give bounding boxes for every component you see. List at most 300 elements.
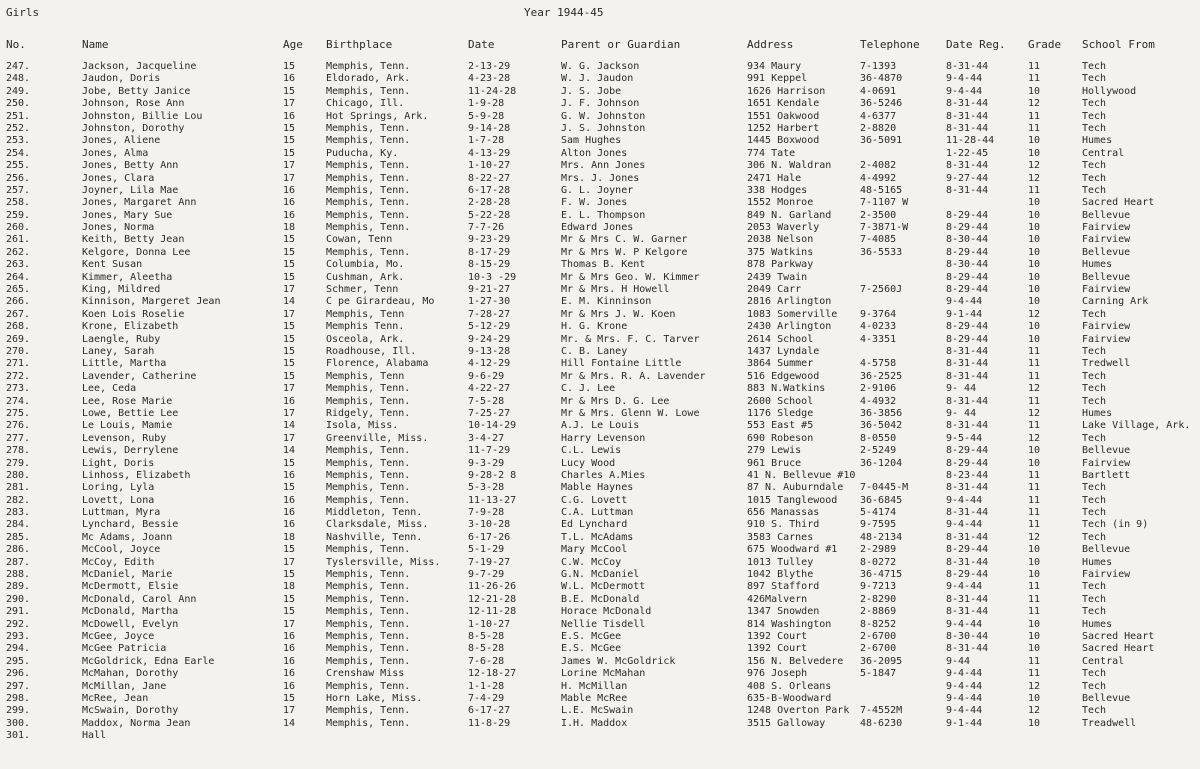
table-cell: 15 xyxy=(283,333,296,345)
table-cell: 16 xyxy=(283,209,296,221)
table-cell: 250. xyxy=(6,98,31,110)
table-cell: Mary McCool xyxy=(561,544,628,556)
table-cell: 16 xyxy=(283,655,296,667)
table-cell: 11 xyxy=(1028,395,1041,407)
table-cell: Alton Jones xyxy=(561,147,628,159)
table-cell: Tech xyxy=(1082,172,1107,184)
table-cell: 690 Robeson xyxy=(747,432,814,444)
table-cell: Kent Susan xyxy=(82,259,143,271)
table-cell: Columbia, Mo. xyxy=(326,259,405,271)
table-cell: 8-29-44 xyxy=(946,246,989,258)
table-cell: Isola, Miss. xyxy=(326,420,399,432)
table-cell: 11 xyxy=(1028,73,1041,85)
table-cell: Puducha, Ky. xyxy=(326,147,399,159)
table-row xyxy=(0,482,1200,494)
table-cell: 299. xyxy=(6,705,31,717)
table-cell: C.G. Lovett xyxy=(561,494,628,506)
table-row xyxy=(0,272,1200,284)
table-row xyxy=(0,557,1200,569)
table-cell: 10 xyxy=(1028,630,1041,642)
table-cell: 15 xyxy=(283,569,296,581)
table-cell: Tech xyxy=(1082,110,1107,122)
table-cell: 11 xyxy=(1028,61,1041,72)
table-cell: E.S. McGee xyxy=(561,643,622,655)
table-cell: Jackson, Jacqueline xyxy=(82,61,197,72)
table-cell: 11 xyxy=(1028,345,1041,357)
table-cell: 408 S. Orleans xyxy=(747,680,832,692)
table-cell: 5-12-29 xyxy=(468,321,511,333)
table-cell: Joyner, Lila Mae xyxy=(82,184,179,196)
table-cell: 10 xyxy=(1028,321,1041,333)
table-cell: C. B. Laney xyxy=(561,345,628,357)
table-cell: 262. xyxy=(6,246,31,258)
table-cell: 17 xyxy=(283,556,296,568)
table-cell: Bellevue xyxy=(1082,692,1131,704)
table-cell: 7-6-28 xyxy=(468,655,505,667)
table-cell: 9-4-44 xyxy=(946,581,983,593)
table-cell: 294. xyxy=(6,643,31,655)
table-cell: 1-9-28 xyxy=(468,98,505,110)
table-cell: Memphis, Tenn. xyxy=(326,122,411,134)
table-cell: Chicago, Ill. xyxy=(326,98,405,110)
table-cell: Sacred Heart xyxy=(1082,630,1155,642)
table-row xyxy=(0,581,1200,593)
table-cell: 7-28-27 xyxy=(468,308,511,320)
table-cell: 1083 Somerville xyxy=(747,308,838,320)
table-cell: E. L. Thompson xyxy=(561,209,646,221)
table-cell: 286. xyxy=(6,544,31,556)
table-cell: 15 xyxy=(283,85,296,97)
table-cell: 300. xyxy=(6,717,31,729)
table-cell: Sam Hughes xyxy=(561,135,622,147)
table-cell: 257. xyxy=(6,184,31,196)
table-row xyxy=(0,470,1200,482)
table-cell: 266. xyxy=(6,296,31,308)
table-cell: McDonald, Carol Ann xyxy=(82,593,197,605)
table-cell: McSwain, Dorothy xyxy=(82,705,179,717)
table-cell: 36-1204 xyxy=(860,457,903,469)
table-cell: 4-6377 xyxy=(860,110,897,122)
table-cell: 991 Keppel xyxy=(747,73,808,85)
table-cell: A.J. Le Louis xyxy=(561,420,640,432)
table-cell: King, Mildred xyxy=(82,284,161,296)
table-cell: 6-17-28 xyxy=(468,184,511,196)
table-cell: 48-5165 xyxy=(860,184,903,196)
table-cell: 8-8252 xyxy=(860,618,897,630)
table-cell: Lorine McMahan xyxy=(561,668,646,680)
table-cell: 8-31-44 xyxy=(946,507,989,519)
table-row xyxy=(0,160,1200,172)
table-cell: 296. xyxy=(6,668,31,680)
table-cell: 8-29-44 xyxy=(946,222,989,234)
column-header: Address xyxy=(747,38,794,51)
table-cell: 16 xyxy=(283,110,296,122)
table-cell: L.E. McSwain xyxy=(561,705,634,717)
table-cell: 12 xyxy=(1028,531,1041,543)
table-cell: 7-0445-M xyxy=(860,482,909,494)
table-cell: Memphis, Tenn. xyxy=(326,469,411,481)
table-cell: 1445 Boxwood xyxy=(747,135,820,147)
table-cell: Horn Lake, Miss. xyxy=(326,692,423,704)
table-cell: 36-2095 xyxy=(860,655,903,667)
table-cell: 10 xyxy=(1028,296,1041,308)
table-cell: 249. xyxy=(6,85,31,97)
table-cell: Bellevue xyxy=(1082,209,1131,221)
page-label-center: Year 1944-45 xyxy=(524,6,604,19)
table-cell: 2-3500 xyxy=(860,209,897,221)
table-cell: 9- 44 xyxy=(946,407,977,419)
table-cell: 8-31-44 xyxy=(946,531,989,543)
table-cell: 7-3871-W xyxy=(860,222,909,234)
table-cell: 11 xyxy=(1028,482,1041,494)
table-cell: 248. xyxy=(6,73,31,85)
table-cell: Memphis, Tenn. xyxy=(326,395,411,407)
table-cell: 10 xyxy=(1028,457,1041,469)
table-cell: Jones, Mary Sue xyxy=(82,209,173,221)
table-cell: 9-14-28 xyxy=(468,122,511,134)
table-cell: 18 xyxy=(283,581,296,593)
table-cell: 10 xyxy=(1028,717,1041,729)
table-cell: E.S. McGee xyxy=(561,630,622,642)
table-cell: 290. xyxy=(6,593,31,605)
table-cell: 8-29-44 xyxy=(946,209,989,221)
table-cell: C.A. Luttman xyxy=(561,507,634,519)
table-cell: Cushman, Ark. xyxy=(326,271,405,283)
table-cell: 934 Maury xyxy=(747,61,802,72)
table-cell: 10 xyxy=(1028,618,1041,630)
table-cell: Tredwell xyxy=(1082,358,1131,370)
table-cell: E. M. Kinninson xyxy=(561,296,652,308)
table-cell: 7-4552M xyxy=(860,705,903,717)
table-cell: Tech xyxy=(1082,122,1107,134)
table-cell: 15 xyxy=(283,358,296,370)
table-cell: 8-31-44 xyxy=(946,370,989,382)
table-cell: 15 xyxy=(283,259,296,271)
table-cell: 9-5-44 xyxy=(946,432,983,444)
table-cell: 16 xyxy=(283,73,296,85)
table-cell: 289. xyxy=(6,581,31,593)
table-cell: 1-27-30 xyxy=(468,296,511,308)
table-cell: 247. xyxy=(6,61,31,72)
table-cell: 297. xyxy=(6,680,31,692)
table-row xyxy=(0,61,1200,73)
table-cell: 9-3-29 xyxy=(468,457,505,469)
table-cell: 48-2134 xyxy=(860,531,903,543)
table-cell: Memphis, Tenn. xyxy=(326,544,411,556)
table-cell: Tech xyxy=(1082,593,1107,605)
table-row xyxy=(0,371,1200,383)
table-row xyxy=(0,458,1200,470)
table-cell: C.W. McCoy xyxy=(561,556,622,568)
table-cell: Kelgore, Donna Lee xyxy=(82,246,191,258)
student-table xyxy=(0,61,1200,742)
table-cell: 11 xyxy=(1028,469,1041,481)
table-row xyxy=(0,507,1200,519)
table-cell: 6-17-27 xyxy=(468,705,511,717)
table-cell: 8-31-44 xyxy=(946,122,989,134)
table-cell: Koen Lois Roselie xyxy=(82,308,185,320)
table-cell: Kimmer, Aleetha xyxy=(82,271,173,283)
table-cell: Memphis, Tenn. xyxy=(326,222,411,234)
table-cell: 270. xyxy=(6,345,31,357)
table-row xyxy=(0,569,1200,581)
table-cell: 9-4-44 xyxy=(946,73,983,85)
table-cell: Tech xyxy=(1082,581,1107,593)
table-cell: Edward Jones xyxy=(561,222,634,234)
table-cell: 2-28-28 xyxy=(468,197,511,209)
table-cell: Tech xyxy=(1082,482,1107,494)
table-cell: Humes xyxy=(1082,618,1113,630)
column-header: Name xyxy=(82,38,109,51)
table-cell: Nellie Tisdell xyxy=(561,618,646,630)
table-row xyxy=(0,309,1200,321)
table-cell: 7-1393 xyxy=(860,61,897,72)
table-cell: Memphis, Tenn. xyxy=(326,172,411,184)
table-row xyxy=(0,284,1200,296)
table-cell: Lee, Ceda xyxy=(82,383,137,395)
table-cell: 8-5-28 xyxy=(468,630,505,642)
table-cell: Tech xyxy=(1082,345,1107,357)
table-cell: 9-27-44 xyxy=(946,172,989,184)
table-cell: 10 xyxy=(1028,246,1041,258)
table-cell: 7-5-28 xyxy=(468,395,505,407)
table-cell: Jones, Alma xyxy=(82,147,149,159)
table-cell: Lake Village, Ark. xyxy=(1082,420,1191,432)
table-row xyxy=(0,408,1200,420)
table-cell: Thomas B. Kent xyxy=(561,259,646,271)
table-cell: 1437 Lyndale xyxy=(747,345,820,357)
table-cell: H. McMillan xyxy=(561,680,628,692)
table-cell: 273. xyxy=(6,383,31,395)
table-cell: Eldorado, Ark. xyxy=(326,73,411,85)
table-cell: 15 xyxy=(283,370,296,382)
column-header: Telephone xyxy=(860,38,920,51)
table-cell: 14 xyxy=(283,717,296,729)
table-cell: 17 xyxy=(283,407,296,419)
table-cell: 1015 Tanglewood xyxy=(747,494,838,506)
table-cell: 10 xyxy=(1028,271,1041,283)
table-cell: J. S. Jobe xyxy=(561,85,622,97)
table-cell: 338 Hodges xyxy=(747,184,808,196)
table-cell: 8-29-44 xyxy=(946,321,989,333)
table-cell: 1552 Monroe xyxy=(747,197,814,209)
table-cell: Central xyxy=(1082,655,1125,667)
table-row xyxy=(0,111,1200,123)
table-cell: 5-1847 xyxy=(860,668,897,680)
table-cell: Mr & Mrs. R. A. Lavender xyxy=(561,370,706,382)
table-cell: 11 xyxy=(1028,420,1041,432)
table-row xyxy=(0,619,1200,631)
table-row xyxy=(0,73,1200,85)
table-cell: Memphis, Tenn. xyxy=(326,383,411,395)
table-row xyxy=(0,519,1200,531)
table-cell: 16 xyxy=(283,395,296,407)
table-cell: Memphis, Tenn. xyxy=(326,494,411,506)
table-cell: Crenshaw Miss xyxy=(326,668,405,680)
table-cell: 10 xyxy=(1028,544,1041,556)
table-cell: 274. xyxy=(6,395,31,407)
table-cell: 276. xyxy=(6,420,31,432)
table-cell: 15 xyxy=(283,544,296,556)
table-cell: Memphis, Tenn. xyxy=(326,135,411,147)
table-cell: Tech xyxy=(1082,73,1107,85)
table-cell: 656 Manassas xyxy=(747,507,820,519)
table-cell: 2430 Arlington xyxy=(747,321,832,333)
table-cell: 36-5091 xyxy=(860,135,903,147)
table-cell: 17 xyxy=(283,308,296,320)
table-cell: W. J. Jaudon xyxy=(561,73,634,85)
table-cell: 12 xyxy=(1028,172,1041,184)
table-cell: Mr & Mrs Geo. W. Kimmer xyxy=(561,271,700,283)
table-cell: Osceola, Ark. xyxy=(326,333,405,345)
table-cell: C. J. Lee xyxy=(561,383,616,395)
table-cell: Tech xyxy=(1082,606,1107,618)
table-cell: 3-4-27 xyxy=(468,432,505,444)
table-cell: Ed Lynchard xyxy=(561,519,628,531)
table-cell: Johnston, Dorothy xyxy=(82,122,185,134)
table-cell: 2-4082 xyxy=(860,160,897,172)
table-cell: 8-31-44 xyxy=(946,606,989,618)
table-cell: Tech xyxy=(1082,160,1107,172)
table-cell: 12 xyxy=(1028,680,1041,692)
table-cell: 15 xyxy=(283,61,296,72)
table-cell: Loring, Lyla xyxy=(82,482,155,494)
table-cell: Bellevue xyxy=(1082,246,1131,258)
table-cell: Krone, Elizabeth xyxy=(82,321,179,333)
table-cell: 285. xyxy=(6,531,31,543)
table-cell: 14 xyxy=(283,296,296,308)
table-cell: Tech xyxy=(1082,494,1107,506)
table-cell: 15 xyxy=(283,271,296,283)
table-cell: 4-4932 xyxy=(860,395,897,407)
table-row xyxy=(0,173,1200,185)
table-cell: 8-31-44 xyxy=(946,482,989,494)
table-cell: 7-9-28 xyxy=(468,507,505,519)
table-cell: Memphis, Tenn. xyxy=(326,606,411,618)
table-cell: 10 xyxy=(1028,135,1041,147)
table-cell: Light, Doris xyxy=(82,457,155,469)
table-cell: Memphis, Tenn. xyxy=(326,160,411,172)
table-cell: 156 N. Belvedere xyxy=(747,655,844,667)
table-cell: 8-5-28 xyxy=(468,643,505,655)
table-cell: 8-31-44 xyxy=(946,556,989,568)
table-cell: Lewis, Derrylene xyxy=(82,445,179,457)
table-cell: 1-22-45 xyxy=(946,147,989,159)
table-cell: 9-7-29 xyxy=(468,569,505,581)
table-cell: Mrs. Ann Jones xyxy=(561,160,646,172)
table-cell: 36-5246 xyxy=(860,98,903,110)
table-cell: Lowe, Bettie Lee xyxy=(82,407,179,419)
table-cell: Clarksdale, Miss. xyxy=(326,519,429,531)
table-cell: 11-8-29 xyxy=(468,717,511,729)
table-cell: 258. xyxy=(6,197,31,209)
table-cell: Florence, Alabama xyxy=(326,358,429,370)
table-cell: Memphis, Tenn. xyxy=(326,680,411,692)
table-cell: Memphis, Tenn. xyxy=(326,705,411,717)
table-cell: 4-4992 xyxy=(860,172,897,184)
table-cell: 11-28-44 xyxy=(946,135,995,147)
table-cell: Mr. & Mrs. F. C. Tarver xyxy=(561,333,700,345)
table-cell: 18 xyxy=(283,222,296,234)
table-cell: 10 xyxy=(1028,85,1041,97)
table-cell: 3583 Carnes xyxy=(747,531,814,543)
table-cell: 4-0691 xyxy=(860,85,897,97)
table-row xyxy=(0,135,1200,147)
table-cell: 3515 Galloway xyxy=(747,717,826,729)
table-cell: 11 xyxy=(1028,507,1041,519)
table-cell: 15 xyxy=(283,321,296,333)
table-cell: 4-5758 xyxy=(860,358,897,370)
table-cell: Tech xyxy=(1082,98,1107,110)
table-cell: 1347 Snowden xyxy=(747,606,820,618)
table-row xyxy=(0,396,1200,408)
table-cell: Jaudon, Doris xyxy=(82,73,161,85)
table-cell: Hill Fontaine Little xyxy=(561,358,682,370)
table-cell: 10 xyxy=(1028,284,1041,296)
table-cell: 11 xyxy=(1028,593,1041,605)
table-cell: 11 xyxy=(1028,370,1041,382)
table-cell: Fairview xyxy=(1082,569,1131,581)
table-cell: 12 xyxy=(1028,705,1041,717)
table-cell: Mr & Mrs D. G. Lee xyxy=(561,395,670,407)
table-cell: 3-10-28 xyxy=(468,519,511,531)
table-cell: 261. xyxy=(6,234,31,246)
table-cell: Bellevue xyxy=(1082,271,1131,283)
table-cell: 8-15-29 xyxy=(468,259,511,271)
table-cell: Memphis Tenn. xyxy=(326,321,405,333)
table-cell: Tech xyxy=(1082,61,1107,72)
table-cell: 553 East #5 xyxy=(747,420,814,432)
table-cell: 8-29-44 xyxy=(946,569,989,581)
table-cell: 375 Watkins xyxy=(747,246,814,258)
table-cell: Lovett, Lona xyxy=(82,494,155,506)
table-cell: Lucy Wood xyxy=(561,457,616,469)
table-cell: 16 xyxy=(283,494,296,506)
table-cell: 2-8290 xyxy=(860,593,897,605)
table-cell: 1176 Sledge xyxy=(747,407,814,419)
table-cell: 7-2560J xyxy=(860,284,903,296)
table-cell: 12 xyxy=(1028,160,1041,172)
table-cell: Hall xyxy=(82,730,107,742)
table-cell: 7-4085 xyxy=(860,234,897,246)
table-cell: 7-19-27 xyxy=(468,556,511,568)
table-cell: Luttman, Myra xyxy=(82,507,161,519)
column-header: School From xyxy=(1082,38,1155,51)
table-cell: 8-0550 xyxy=(860,432,897,444)
table-row xyxy=(0,296,1200,308)
table-cell: 15 xyxy=(283,122,296,134)
table-cell: 976 Joseph xyxy=(747,668,808,680)
table-cell: 2-5249 xyxy=(860,445,897,457)
table-cell: Tech xyxy=(1082,308,1107,320)
table-cell: I.H. Maddox xyxy=(561,717,628,729)
table-cell: 12 xyxy=(1028,383,1041,395)
table-cell: 16 xyxy=(283,184,296,196)
table-row xyxy=(0,222,1200,234)
table-row xyxy=(0,247,1200,259)
table-cell: Fairview xyxy=(1082,234,1131,246)
table-cell: McDowell, Evelyn xyxy=(82,618,179,630)
table-cell: 8-30-44 xyxy=(946,630,989,642)
table-cell: 10-3 -29 xyxy=(468,271,517,283)
table-row xyxy=(0,420,1200,432)
table-cell: Humes xyxy=(1082,556,1113,568)
table-cell: Memphis, Tenn. xyxy=(326,618,411,630)
table-cell: McDonald, Martha xyxy=(82,606,179,618)
table-cell: McCoy, Edith xyxy=(82,556,155,568)
table-cell: 1651 Kendale xyxy=(747,98,820,110)
column-header: Birthplace xyxy=(326,38,393,51)
